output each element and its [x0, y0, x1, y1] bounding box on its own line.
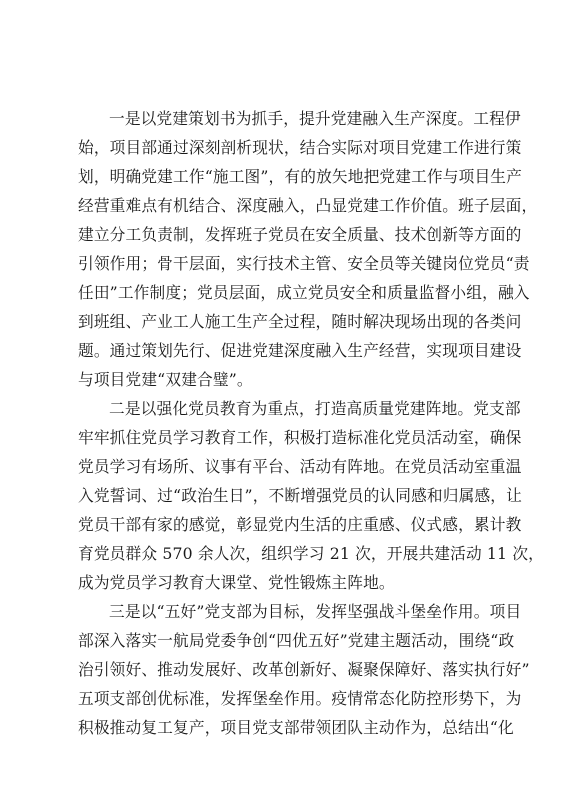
text-line: 牢牢抓住党员学习教育工作，积极打造标准化党员活动室，确保: [78, 428, 522, 447]
text-line: 三是以“五好”党支部为目标，发挥坚强战斗堡垒作用。项目: [109, 602, 522, 621]
text-line: 积极推动复工复产，项目党支部带领团队主动作为，总结出“化: [78, 718, 514, 737]
text-line: 育党员群众 570 余人次，组织学习 21 次，开展共建活动 11 次，: [78, 544, 544, 563]
text-line: 部深入落实一航局党委争创“四优五好”党建主题活动，围绕“政: [78, 631, 515, 650]
text-line: 经营重难点有机结合、深度融入，凸显党建工作价值。班子层面，: [78, 196, 538, 215]
text-line: 入党誓词、过“政治生日”，不断增强党员的认同感和归属感，让: [78, 486, 522, 505]
text-line: 始，项目部通过深刻剖析现状，结合实际对项目党建工作进行策: [78, 138, 522, 157]
text-line: 题。通过策划先行、促进党建深度融入生产经营，实现项目建设: [78, 341, 522, 360]
text-line: 与项目党建“双建合璧”。: [78, 370, 253, 389]
text-line: 一是以党建策划书为抓手，提升党建融入生产深度。工程伊: [109, 109, 521, 128]
text-line: 党员学习有场所、议事有平台、活动有阵地。在党员活动室重温: [78, 457, 522, 476]
text-line: 到班组、产业工人施工生产全过程，随时解决现场出现的各类问: [78, 312, 522, 331]
text-line: 成为党员学习教育大课堂、党性锻炼主阵地。: [78, 573, 395, 592]
text-line: 划，明确党建工作“施工图”，有的放矢地把党建工作与项目生产: [78, 167, 522, 186]
text-line: 治引领好、推动发展好、改革创新好、凝聚保障好、落实执行好”: [78, 660, 530, 679]
text-line: 建立分工负责制，发挥班子党员在安全质量、技术创新等方面的: [78, 225, 522, 244]
paragraph-2: [78, 394, 544, 597]
text-line: 引领作用；骨干层面，实行技术主管、安全员等关键岗位党员“责: [78, 254, 530, 273]
text-line: 党员干部有家的感觉，彰显党内生活的庄重感、仪式感，累计教: [78, 515, 522, 534]
paragraph-3: [78, 597, 530, 742]
document-body: [78, 104, 544, 742]
text-line: 二是以强化党员教育为重点，打造高质量党建阵地。党支部: [109, 399, 521, 418]
text-line: 五项支部创优标准，发挥堡垒作用。疫情常态化防控形势下，为: [78, 689, 522, 708]
text-line: 任田”工作制度；党员层面，成立党员安全和质量监督小组，融入: [78, 283, 530, 302]
paragraph-1: [78, 104, 538, 394]
